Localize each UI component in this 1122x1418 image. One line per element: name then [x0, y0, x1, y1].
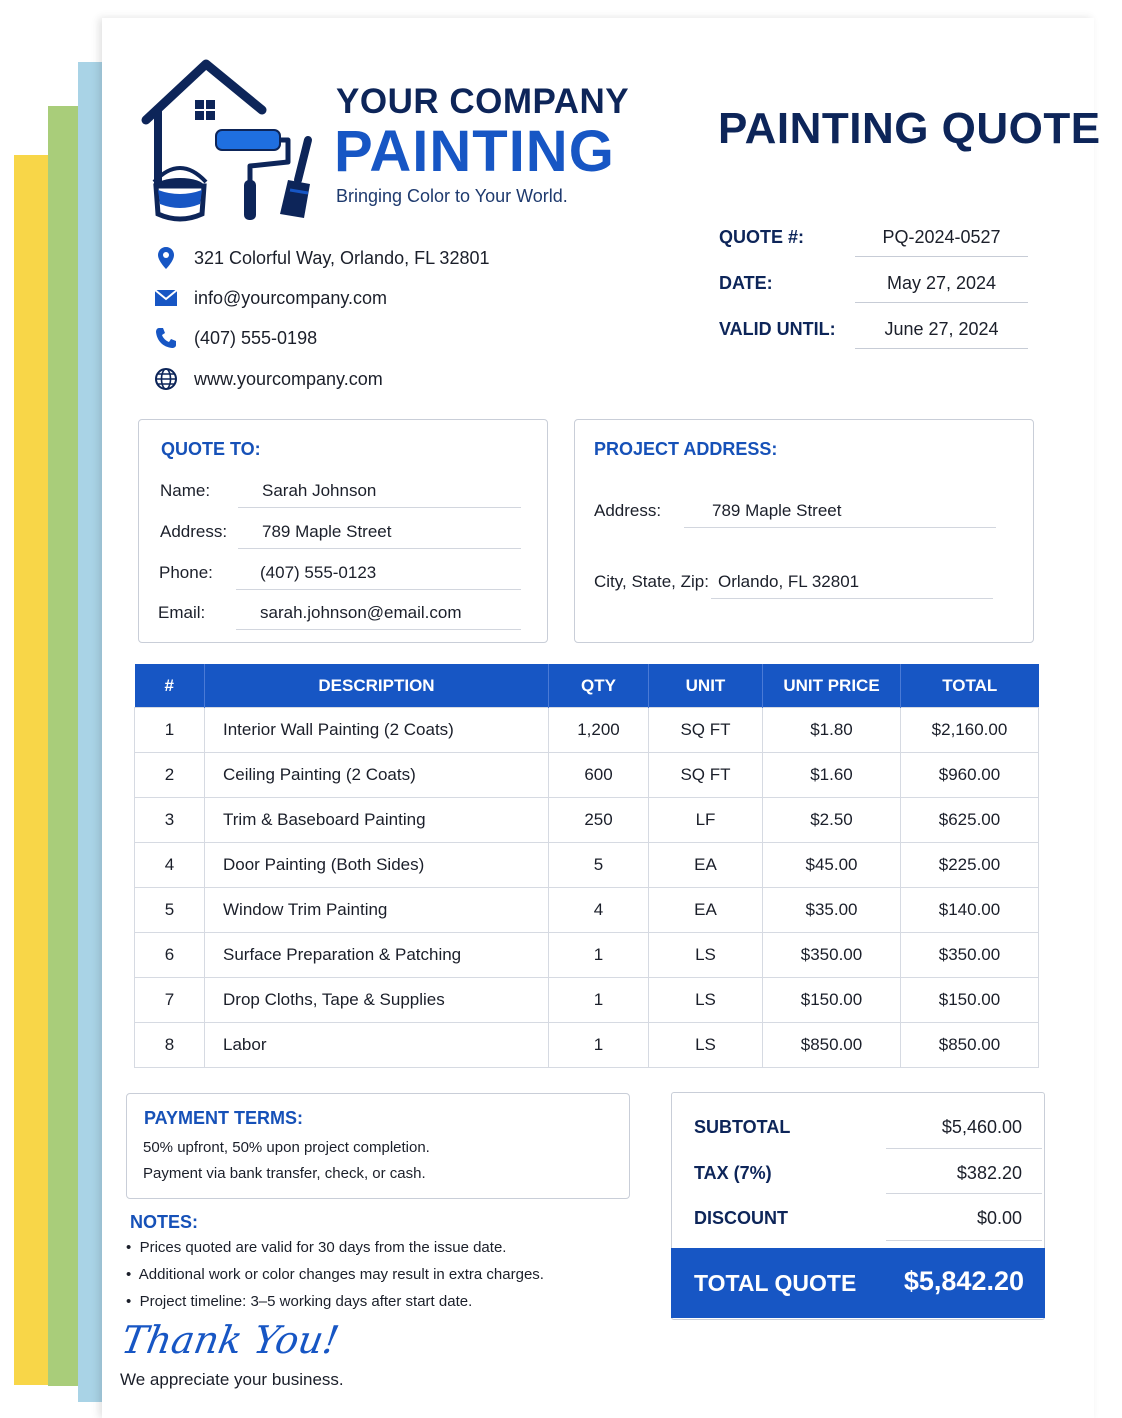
row-qty: 5 [549, 843, 649, 888]
row-unit-price: $45.00 [763, 843, 901, 888]
discount-label: DISCOUNT [694, 1208, 788, 1228]
appreciation-text: We appreciate your business. [120, 1370, 344, 1389]
client-name-value: Sarah Johnson [238, 481, 521, 508]
row-qty: 1 [549, 978, 649, 1023]
date-value: May 27, 2024 [855, 273, 1028, 303]
client-email-label: Email: [158, 603, 206, 622]
client-email-value: sarah.johnson@email.com [236, 603, 521, 630]
table-row [135, 1023, 1039, 1068]
contact-address: 321 Colorful Way, Orlando, FL 32801 [194, 247, 490, 268]
header-total: TOTAL [901, 664, 1039, 708]
row-number: 3 [135, 798, 205, 843]
row-total: $625.00 [901, 798, 1039, 843]
total-quote-label: TOTAL QUOTE [694, 1270, 857, 1296]
client-phone-value: (407) 555-0123 [236, 563, 521, 590]
row-description: Interior Wall Painting (2 Coats) [205, 708, 549, 753]
project-city-label: City, State, Zip: [594, 572, 709, 591]
row-number: 1 [135, 708, 205, 753]
company-tagline: Bringing Color to Your World. [336, 186, 568, 206]
row-unit-price: $35.00 [763, 888, 901, 933]
note-text: Additional work or color changes may result in extra charges. [138, 1266, 544, 1283]
header-unit-price: UNIT PRICE [763, 664, 901, 708]
client-name-label: Name: [160, 481, 211, 500]
row-number: 4 [135, 843, 205, 888]
header-number: # [135, 664, 205, 708]
contact-website-row [152, 364, 383, 394]
row-number: 2 [135, 753, 205, 798]
row-qty: 1,200 [549, 708, 649, 753]
tax-value: $382.20 [956, 1163, 1022, 1183]
company-name-main: PAINTING [334, 119, 615, 184]
row-qty: 250 [549, 798, 649, 843]
row-number: 6 [135, 933, 205, 978]
table-row [135, 843, 1039, 888]
row-unit: SQ FT [649, 753, 763, 798]
row-unit: LS [649, 1023, 763, 1068]
discount-value: $0.00 [976, 1208, 1022, 1228]
row-unit: EA [649, 843, 763, 888]
row-unit: LF [649, 798, 763, 843]
header-qty: QTY [549, 664, 649, 708]
payment-terms-line-1: 50% upfront, 50% upon project completion. [143, 1139, 430, 1156]
quote-number-label: QUOTE #: [719, 227, 805, 247]
row-number: 5 [135, 888, 205, 933]
table-row [135, 798, 1039, 843]
header-description: DESCRIPTION [205, 664, 549, 708]
note-text: Project timeline: 3–5 working days after start date. [139, 1293, 473, 1310]
row-qty: 1 [549, 933, 649, 978]
notes-title: NOTES: [130, 1212, 199, 1232]
row-description: Ceiling Painting (2 Coats) [205, 753, 549, 798]
contact-email[interactable]: info@yourcompany.com [194, 287, 388, 308]
company-name-top: YOUR COMPANY [336, 82, 630, 121]
contact-website[interactable]: www.yourcompany.com [194, 368, 383, 389]
row-description: Window Trim Painting [205, 888, 549, 933]
row-qty: 600 [549, 753, 649, 798]
date-label: DATE: [719, 273, 773, 293]
table-row [135, 933, 1039, 978]
row-unit: LS [649, 978, 763, 1023]
row-total: $2,160.00 [901, 708, 1039, 753]
row-qty: 4 [549, 888, 649, 933]
subtotal-value: $5,460.00 [941, 1117, 1022, 1137]
row-total: $960.00 [901, 753, 1039, 798]
note-item: • Prices quoted are valid for 30 days from the issue date. [126, 1239, 507, 1256]
valid-until-label: VALID UNTIL: [719, 319, 836, 339]
client-address-value: 789 Maple Street [238, 522, 521, 549]
client-address-label: Address: [160, 522, 228, 541]
project-address-value: 789 Maple Street [684, 501, 996, 528]
project-address-title: PROJECT ADDRESS: [594, 439, 778, 459]
tax-divider [886, 1193, 1042, 1194]
table-row [135, 888, 1039, 933]
row-unit-price: $850.00 [763, 1023, 901, 1068]
valid-until-value: June 27, 2024 [855, 319, 1028, 349]
project-city-value: Orlando, FL 32801 [711, 572, 993, 599]
row-description: Labor [205, 1023, 549, 1068]
note-item: • Project timeline: 3–5 working days after start date. [126, 1293, 473, 1310]
quote-number-value: PQ-2024-0527 [855, 227, 1028, 257]
contact-phone[interactable]: (407) 555-0198 [194, 327, 318, 348]
phone-icon [152, 325, 180, 351]
total-quote-value: $5,842.20 [903, 1266, 1024, 1296]
contact-email-row [152, 283, 387, 313]
house-paint-roller-logo-icon [138, 58, 328, 228]
row-number: 8 [135, 1023, 205, 1068]
row-unit-price: $150.00 [763, 978, 901, 1023]
table-header-row [135, 664, 1039, 708]
note-item: • Additional work or color changes may result in extra charges. [126, 1266, 544, 1283]
note-text: Prices quoted are valid for 30 days from the issue date. [139, 1239, 507, 1256]
location-pin-icon [152, 245, 180, 271]
row-unit-price: $350.00 [763, 933, 901, 978]
contact-address-row [152, 243, 490, 273]
row-number: 7 [135, 978, 205, 1023]
tax-label: TAX (7%) [694, 1163, 772, 1183]
table-row [135, 708, 1039, 753]
discount-divider [886, 1240, 1042, 1241]
document-title: PAINTING QUOTE [718, 104, 1101, 153]
row-unit: SQ FT [649, 708, 763, 753]
contact-phone-row [152, 323, 317, 353]
table-row [135, 978, 1039, 1023]
row-total: $350.00 [901, 933, 1039, 978]
row-description: Trim & Baseboard Painting [205, 798, 549, 843]
row-unit-price: $1.60 [763, 753, 901, 798]
line-items-table [134, 664, 1039, 1068]
header-unit: UNIT [649, 664, 763, 708]
row-total: $225.00 [901, 843, 1039, 888]
subtotal-label: SUBTOTAL [694, 1117, 791, 1137]
row-unit: EA [649, 888, 763, 933]
row-unit: LS [649, 933, 763, 978]
row-unit-price: $1.80 [763, 708, 901, 753]
subtotal-divider [886, 1148, 1042, 1149]
client-phone-label: Phone: [159, 563, 213, 582]
row-description: Drop Cloths, Tape & Supplies [205, 978, 549, 1023]
globe-icon [152, 366, 180, 392]
thank-you-script: Thank You! [118, 1318, 343, 1362]
row-unit-price: $2.50 [763, 798, 901, 843]
envelope-icon [152, 285, 180, 311]
row-description: Surface Preparation & Patching [205, 933, 549, 978]
quote-to-title: QUOTE TO: [161, 439, 261, 459]
row-total: $140.00 [901, 888, 1039, 933]
table-row [135, 753, 1039, 798]
project-address-label: Address: [594, 501, 662, 520]
row-qty: 1 [549, 1023, 649, 1068]
payment-terms-line-2: Payment via bank transfer, check, or cash. [143, 1165, 426, 1182]
row-total: $850.00 [901, 1023, 1039, 1068]
row-description: Door Painting (Both Sides) [205, 843, 549, 888]
row-total: $150.00 [901, 978, 1039, 1023]
payment-terms-title: PAYMENT TERMS: [144, 1108, 304, 1128]
